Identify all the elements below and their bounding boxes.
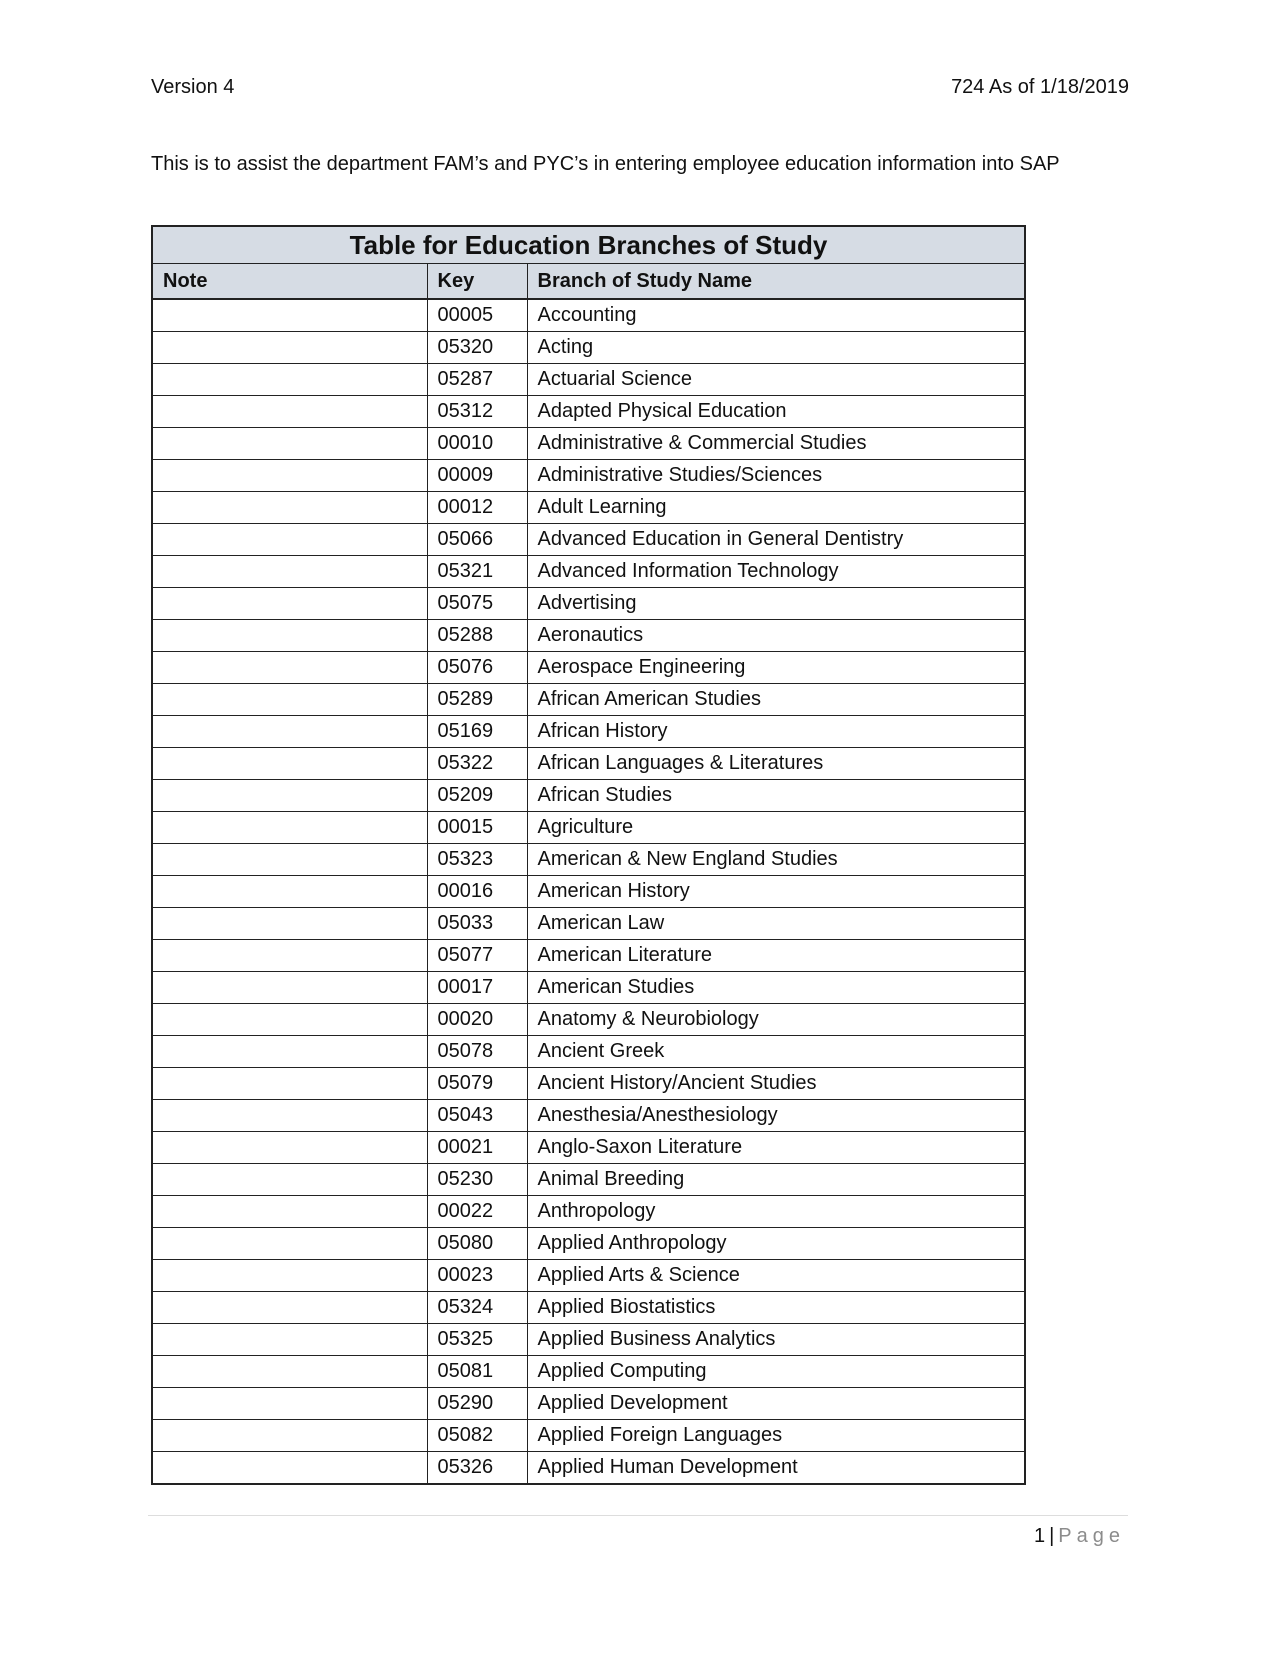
revision-date: 724 As of 1/18/2019 bbox=[951, 76, 1129, 98]
table-row bbox=[152, 620, 1025, 652]
cell-key: 05326 bbox=[427, 1452, 527, 1485]
table-row bbox=[152, 1196, 1025, 1228]
cell-note bbox=[152, 812, 427, 844]
cell-key: 05230 bbox=[427, 1164, 527, 1196]
table-row bbox=[152, 299, 1025, 332]
cell-branch-name: Administrative & Commercial Studies bbox=[527, 428, 1025, 460]
cell-branch-name: Anthropology bbox=[527, 1196, 1025, 1228]
table-row bbox=[152, 492, 1025, 524]
cell-key: 05325 bbox=[427, 1324, 527, 1356]
cell-note bbox=[152, 364, 427, 396]
cell-branch-name: Advertising bbox=[527, 588, 1025, 620]
table-row bbox=[152, 364, 1025, 396]
cell-note bbox=[152, 1164, 427, 1196]
page-separator: | bbox=[1049, 1525, 1055, 1547]
cell-key: 05081 bbox=[427, 1356, 527, 1388]
cell-branch-name: Agriculture bbox=[527, 812, 1025, 844]
cell-branch-name: Accounting bbox=[527, 299, 1025, 332]
page-footer bbox=[1034, 1525, 1125, 1548]
column-header-branch-name: Branch of Study Name bbox=[527, 264, 1025, 300]
table-row bbox=[152, 1068, 1025, 1100]
cell-key: 00020 bbox=[427, 1004, 527, 1036]
cell-key: 05312 bbox=[427, 396, 527, 428]
cell-note bbox=[152, 1036, 427, 1068]
table-row bbox=[152, 812, 1025, 844]
cell-key: 00022 bbox=[427, 1196, 527, 1228]
cell-branch-name: Applied Arts & Science bbox=[527, 1260, 1025, 1292]
cell-note bbox=[152, 460, 427, 492]
cell-key: 05287 bbox=[427, 364, 527, 396]
cell-branch-name: African History bbox=[527, 716, 1025, 748]
cell-note bbox=[152, 556, 427, 588]
cell-branch-name: Acting bbox=[527, 332, 1025, 364]
cell-note bbox=[152, 844, 427, 876]
cell-branch-name: American Studies bbox=[527, 972, 1025, 1004]
cell-key: 05321 bbox=[427, 556, 527, 588]
table-row bbox=[152, 1260, 1025, 1292]
cell-branch-name: Adult Learning bbox=[527, 492, 1025, 524]
cell-key: 05209 bbox=[427, 780, 527, 812]
cell-branch-name: American & New England Studies bbox=[527, 844, 1025, 876]
table-row bbox=[152, 588, 1025, 620]
cell-note bbox=[152, 1100, 427, 1132]
table-row bbox=[152, 1420, 1025, 1452]
table-row bbox=[152, 748, 1025, 780]
cell-key: 00023 bbox=[427, 1260, 527, 1292]
cell-key: 05066 bbox=[427, 524, 527, 556]
cell-branch-name: Applied Foreign Languages bbox=[527, 1420, 1025, 1452]
table-row bbox=[152, 460, 1025, 492]
cell-branch-name: Applied Human Development bbox=[527, 1452, 1025, 1485]
branches-of-study-table bbox=[151, 225, 1026, 1485]
cell-key: 00021 bbox=[427, 1132, 527, 1164]
cell-key: 05078 bbox=[427, 1036, 527, 1068]
cell-key: 00012 bbox=[427, 492, 527, 524]
cell-branch-name: Adapted Physical Education bbox=[527, 396, 1025, 428]
cell-key: 05079 bbox=[427, 1068, 527, 1100]
cell-branch-name: Animal Breeding bbox=[527, 1164, 1025, 1196]
cell-key: 05323 bbox=[427, 844, 527, 876]
cell-note bbox=[152, 780, 427, 812]
cell-key: 05289 bbox=[427, 684, 527, 716]
table-row bbox=[152, 396, 1025, 428]
cell-branch-name: African American Studies bbox=[527, 684, 1025, 716]
table-row bbox=[152, 908, 1025, 940]
cell-note bbox=[152, 588, 427, 620]
cell-branch-name: Administrative Studies/Sciences bbox=[527, 460, 1025, 492]
table-row bbox=[152, 1100, 1025, 1132]
cell-key: 05043 bbox=[427, 1100, 527, 1132]
cell-branch-name: Anatomy & Neurobiology bbox=[527, 1004, 1025, 1036]
cell-key: 05320 bbox=[427, 332, 527, 364]
cell-branch-name: Advanced Information Technology bbox=[527, 556, 1025, 588]
cell-branch-name: Ancient History/Ancient Studies bbox=[527, 1068, 1025, 1100]
table-row bbox=[152, 1004, 1025, 1036]
cell-note bbox=[152, 332, 427, 364]
footer-divider bbox=[148, 1515, 1128, 1516]
version-label: Version 4 bbox=[151, 76, 235, 98]
cell-note bbox=[152, 524, 427, 556]
cell-branch-name: Applied Development bbox=[527, 1388, 1025, 1420]
cell-key: 05082 bbox=[427, 1420, 527, 1452]
table-row bbox=[152, 844, 1025, 876]
table-row bbox=[152, 1132, 1025, 1164]
cell-branch-name: Anesthesia/Anesthesiology bbox=[527, 1100, 1025, 1132]
table-header-row bbox=[152, 264, 1025, 300]
table-row bbox=[152, 940, 1025, 972]
cell-branch-name: African Studies bbox=[527, 780, 1025, 812]
table-title-row bbox=[152, 226, 1025, 264]
cell-key: 05033 bbox=[427, 908, 527, 940]
page-word: Page bbox=[1058, 1525, 1125, 1547]
table-row bbox=[152, 1356, 1025, 1388]
cell-note bbox=[152, 748, 427, 780]
cell-key: 05290 bbox=[427, 1388, 527, 1420]
cell-branch-name: African Languages & Literatures bbox=[527, 748, 1025, 780]
table-row bbox=[152, 716, 1025, 748]
cell-key: 00005 bbox=[427, 299, 527, 332]
table-row bbox=[152, 1228, 1025, 1260]
cell-key: 05076 bbox=[427, 652, 527, 684]
page-number: 1 bbox=[1033, 1525, 1046, 1547]
table-row bbox=[152, 1388, 1025, 1420]
cell-key: 05288 bbox=[427, 620, 527, 652]
intro-text: This is to assist the department FAM’s and PYC’s in entering employee education information into SAP bbox=[151, 153, 1060, 175]
cell-key: 05075 bbox=[427, 588, 527, 620]
cell-note bbox=[152, 1004, 427, 1036]
cell-branch-name: American Literature bbox=[527, 940, 1025, 972]
cell-branch-name: Applied Biostatistics bbox=[527, 1292, 1025, 1324]
cell-note bbox=[152, 1228, 427, 1260]
cell-key: 00009 bbox=[427, 460, 527, 492]
table-row bbox=[152, 1452, 1025, 1485]
cell-note bbox=[152, 876, 427, 908]
table-row bbox=[152, 876, 1025, 908]
cell-branch-name: Aerospace Engineering bbox=[527, 652, 1025, 684]
cell-note bbox=[152, 684, 427, 716]
cell-branch-name: Actuarial Science bbox=[527, 364, 1025, 396]
cell-note bbox=[152, 1068, 427, 1100]
cell-branch-name: American History bbox=[527, 876, 1025, 908]
table-row bbox=[152, 1292, 1025, 1324]
cell-note bbox=[152, 1132, 427, 1164]
cell-branch-name: American Law bbox=[527, 908, 1025, 940]
cell-note bbox=[152, 1356, 427, 1388]
table-row bbox=[152, 780, 1025, 812]
cell-branch-name: Advanced Education in General Dentistry bbox=[527, 524, 1025, 556]
cell-note bbox=[152, 1260, 427, 1292]
cell-note bbox=[152, 716, 427, 748]
table-row bbox=[152, 1036, 1025, 1068]
cell-key: 05077 bbox=[427, 940, 527, 972]
cell-key: 05169 bbox=[427, 716, 527, 748]
cell-note bbox=[152, 1420, 427, 1452]
cell-key: 05324 bbox=[427, 1292, 527, 1324]
table-row bbox=[152, 684, 1025, 716]
table-row bbox=[152, 524, 1025, 556]
cell-key: 00016 bbox=[427, 876, 527, 908]
table-row bbox=[152, 652, 1025, 684]
table-row bbox=[152, 1164, 1025, 1196]
column-header-key: Key bbox=[427, 264, 527, 300]
cell-note bbox=[152, 1196, 427, 1228]
cell-note bbox=[152, 940, 427, 972]
cell-note bbox=[152, 1388, 427, 1420]
cell-note bbox=[152, 620, 427, 652]
cell-note bbox=[152, 1324, 427, 1356]
cell-note bbox=[152, 908, 427, 940]
table-row bbox=[152, 428, 1025, 460]
cell-key: 05080 bbox=[427, 1228, 527, 1260]
table-row bbox=[152, 556, 1025, 588]
table-row bbox=[152, 332, 1025, 364]
cell-note bbox=[152, 428, 427, 460]
branches-table-container bbox=[151, 225, 1024, 1485]
cell-branch-name: Anglo-Saxon Literature bbox=[527, 1132, 1025, 1164]
cell-note bbox=[152, 299, 427, 332]
cell-branch-name: Applied Anthropology bbox=[527, 1228, 1025, 1260]
cell-note bbox=[152, 492, 427, 524]
cell-key: 00017 bbox=[427, 972, 527, 1004]
cell-note bbox=[152, 1452, 427, 1485]
table-title: Table for Education Branches of Study bbox=[152, 226, 1025, 264]
cell-key: 00010 bbox=[427, 428, 527, 460]
cell-note bbox=[152, 972, 427, 1004]
table-body bbox=[152, 299, 1025, 1484]
cell-key: 00015 bbox=[427, 812, 527, 844]
cell-branch-name: Aeronautics bbox=[527, 620, 1025, 652]
cell-branch-name: Ancient Greek bbox=[527, 1036, 1025, 1068]
cell-note bbox=[152, 1292, 427, 1324]
cell-branch-name: Applied Business Analytics bbox=[527, 1324, 1025, 1356]
cell-note bbox=[152, 652, 427, 684]
table-row bbox=[152, 972, 1025, 1004]
cell-key: 05322 bbox=[427, 748, 527, 780]
column-header-note: Note bbox=[152, 264, 427, 300]
cell-branch-name: Applied Computing bbox=[527, 1356, 1025, 1388]
table-row bbox=[152, 1324, 1025, 1356]
cell-note bbox=[152, 396, 427, 428]
